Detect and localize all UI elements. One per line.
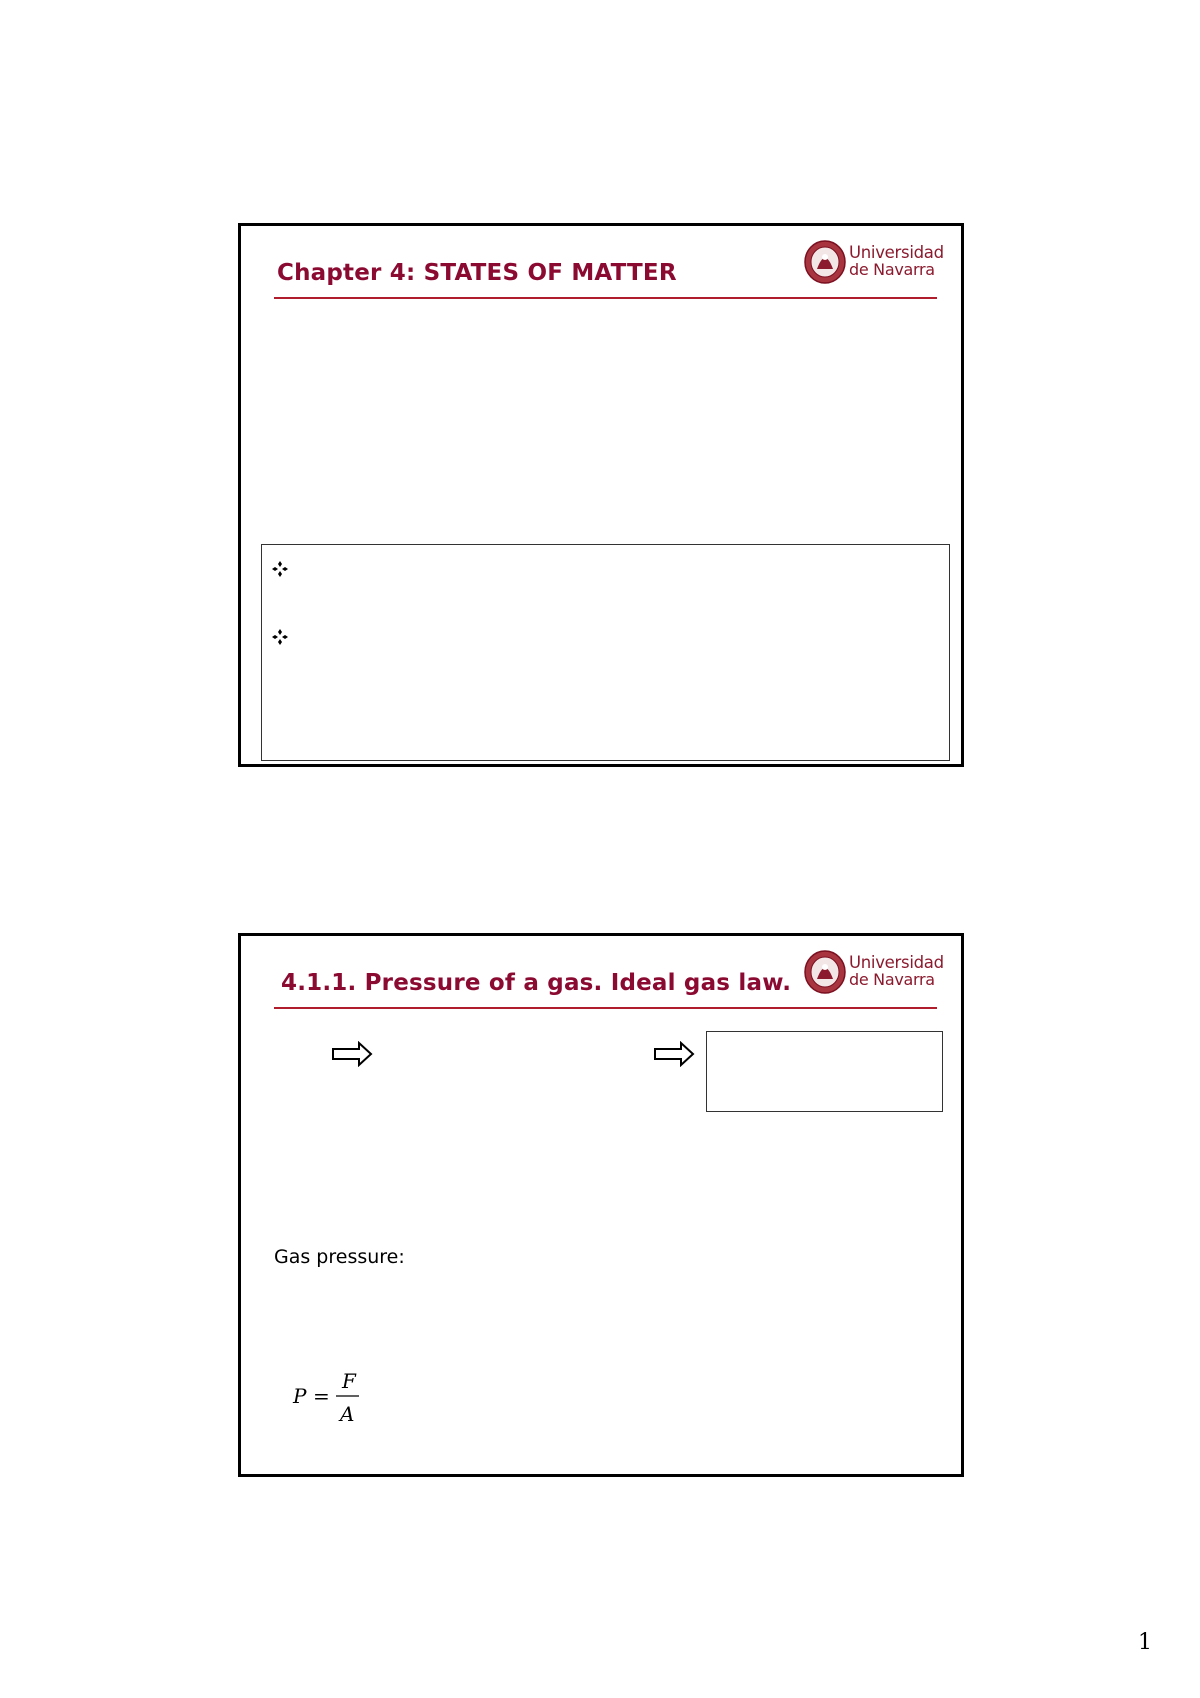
- page-number: 1: [1138, 1630, 1152, 1655]
- university-seal-icon: [803, 239, 847, 285]
- result-box: [706, 1031, 943, 1112]
- slide-title: Chapter 4: STATES OF MATTER: [277, 260, 677, 286]
- logo-line-2: de Navarra: [849, 260, 935, 279]
- slide-1: [238, 223, 964, 767]
- logo-line-1: Universidad: [849, 243, 944, 262]
- right-arrow-icon: [331, 1041, 373, 1067]
- slide-title: 4.1.1. Pressure of a gas. Ideal gas law.: [281, 970, 792, 996]
- university-logo: [803, 947, 944, 997]
- four-diamond-bullet-icon: [270, 559, 290, 579]
- formula-denominator: A: [340, 1402, 355, 1426]
- gas-pressure-label: Gas pressure:: [274, 1246, 405, 1268]
- pressure-formula: [291, 1366, 371, 1436]
- logo-line-1: Universidad: [849, 953, 944, 972]
- four-diamond-bullet-icon: [270, 627, 290, 647]
- formula-lhs: P: [293, 1384, 307, 1408]
- title-divider: [274, 297, 937, 299]
- university-logo: [803, 237, 944, 287]
- formula-equals: =: [313, 1384, 330, 1408]
- title-divider: [274, 1007, 937, 1009]
- right-arrow-icon: [653, 1041, 695, 1067]
- slide-2: [238, 933, 964, 1477]
- university-seal-icon: [803, 949, 847, 995]
- bullet-box: [261, 544, 950, 761]
- formula-numerator: F: [342, 1369, 356, 1393]
- logo-line-2: de Navarra: [849, 970, 935, 989]
